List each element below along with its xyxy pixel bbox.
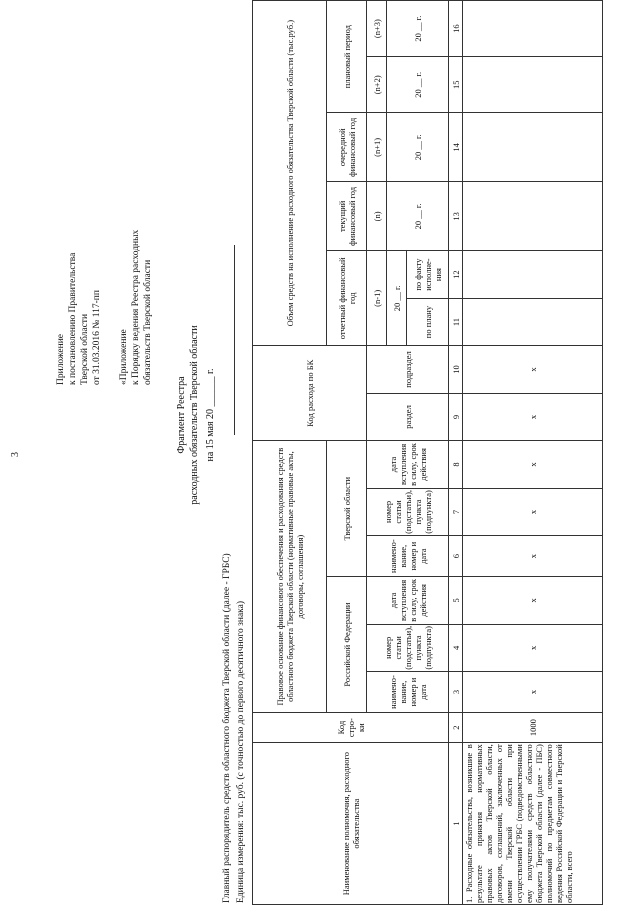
col-num: 14 — [449, 113, 463, 182]
appendix-line: «Приложение — [119, 329, 129, 385]
col-num: 13 — [449, 182, 463, 251]
header-planned: плановый период — [327, 1, 367, 113]
col-num: 4 — [449, 624, 463, 671]
col-num: 2 — [449, 713, 463, 743]
header-subsection: подраздел — [367, 346, 449, 393]
appendix-block-2 — [118, 230, 154, 385]
title-line-2: расходных обязательств Тверской области — [189, 325, 200, 505]
header-article-tver: номер статьи (подстатьи), пункта (подпункта) — [367, 488, 449, 535]
header-n: (n) — [367, 182, 387, 251]
header-n-minus-1: (n-1) — [367, 251, 387, 346]
page-title — [175, 285, 201, 545]
row-x: x — [463, 488, 603, 535]
row-x: x — [463, 393, 603, 440]
title-date: на 15 мая 20 ______ г. — [205, 368, 216, 462]
header-n-plus-2: (n+2) — [367, 57, 387, 113]
header-act-name-tver: наимено-вание, номер и дата — [367, 536, 449, 577]
row-cell — [463, 1, 603, 57]
appendix-line: от 31.03.2016 № 117-пп — [92, 290, 102, 385]
appendix-line: Тверской области — [80, 313, 90, 385]
col-num: 15 — [449, 57, 463, 113]
row-cell — [463, 182, 603, 251]
header-reporting: отчетный финансовый год — [327, 251, 367, 346]
row-cell — [463, 251, 603, 298]
row-code: 1000 — [463, 713, 603, 743]
header-entry-date-rf: дата вступления в силу, срок действия — [367, 577, 449, 624]
header-current: текущий финансовый год — [327, 182, 367, 251]
appendix-line: Приложение — [56, 334, 66, 385]
col-num: 8 — [449, 441, 463, 489]
row-cell — [463, 57, 603, 113]
header-legal-basis: Правовое основание финансового обеспечения и расходования средств областного бюджета Тверской области (нормативные правовые акты, договоры, соглашения) — [253, 441, 327, 713]
header-article-rf: номер статьи (подстатьи), пункта (подпункта) — [367, 624, 449, 671]
col-num: 3 — [449, 672, 463, 713]
header-volume: Объем средств на исполнение расходного обязательства Тверской области (тыс.руб.) — [253, 1, 327, 346]
header-entry-date-tver: дата вступления в силу, срок действия — [367, 441, 449, 489]
header-name: Наименование полномочия, расходного обязательства — [253, 743, 449, 905]
appendix-block — [55, 253, 103, 385]
row-x: x — [463, 624, 603, 671]
row-x: x — [463, 672, 603, 713]
col-num: 9 — [449, 393, 463, 440]
col-num: 10 — [449, 346, 463, 393]
table-row — [463, 1, 603, 905]
header-n-plus-3: (n+3) — [367, 1, 387, 57]
row-x: x — [463, 346, 603, 393]
header-n-plus-1: (n+1) — [367, 113, 387, 182]
col-num: 1 — [449, 743, 463, 905]
unit-label: Единица измерения: тыс. руб. (с точностью до первого десятичного знака) — [236, 600, 246, 903]
header-next: очередной финансовый год — [327, 113, 367, 182]
row-name: 1. Расходные обязательства, возникшие в результате принятия нормативных правовых актов Тверской области, договоров, соглашений, заключенных от имени Тверской области при осуществлении ГРБС (подведомственными ему получателями средств областного бюджета Тверской области (далее - ПБС) полномочий по предметам совместного ведения Российской Федерации и Тверской области, всего — [463, 743, 603, 905]
year-reporting: 20 __ г. — [387, 251, 407, 346]
row-x: x — [463, 577, 603, 624]
row-x: x — [463, 536, 603, 577]
year-planned-1: 20 __ г. — [387, 57, 449, 113]
year-current: 20 __ г. — [387, 182, 449, 251]
col-num: 7 — [449, 488, 463, 535]
header-actual: по факту исполне-ния — [407, 251, 449, 298]
row-cell — [463, 113, 603, 182]
title-line-1: Фрагмент Реестра — [176, 376, 187, 454]
register-table — [252, 0, 603, 905]
appendix-line: обязательств Тверской области — [143, 259, 153, 385]
header-act-name-rf: наимено-вание, номер и дата — [367, 672, 449, 713]
year-planned-2: 20 __ г. — [387, 1, 449, 57]
header-section: раздел — [367, 393, 449, 440]
col-num: 5 — [449, 577, 463, 624]
year-next: 20 __ г. — [387, 113, 449, 182]
header-bk-code: Код расхода по БК — [253, 346, 367, 441]
col-num: 11 — [449, 298, 463, 345]
header-code: Код стро-ки — [253, 713, 449, 743]
grbs-label: Главный распорядитель средств областного бюджета Тверской области (далее - ГРБС) — [222, 553, 232, 903]
header-by-plan: по плану — [407, 298, 449, 345]
col-num: 6 — [449, 536, 463, 577]
row-x: x — [463, 441, 603, 489]
col-num: 16 — [449, 1, 463, 57]
page-number: 3 — [10, 452, 21, 457]
appendix-line: к Порядку ведения Реестра расходных — [131, 229, 141, 385]
header-rf: Российской Федерации — [327, 577, 367, 713]
appendix-line: к постановлению Правительства — [68, 252, 78, 385]
header-tver: Тверской области — [327, 441, 367, 577]
row-cell — [463, 298, 603, 345]
col-num: 12 — [449, 251, 463, 298]
grbs-fill-line — [234, 245, 235, 435]
